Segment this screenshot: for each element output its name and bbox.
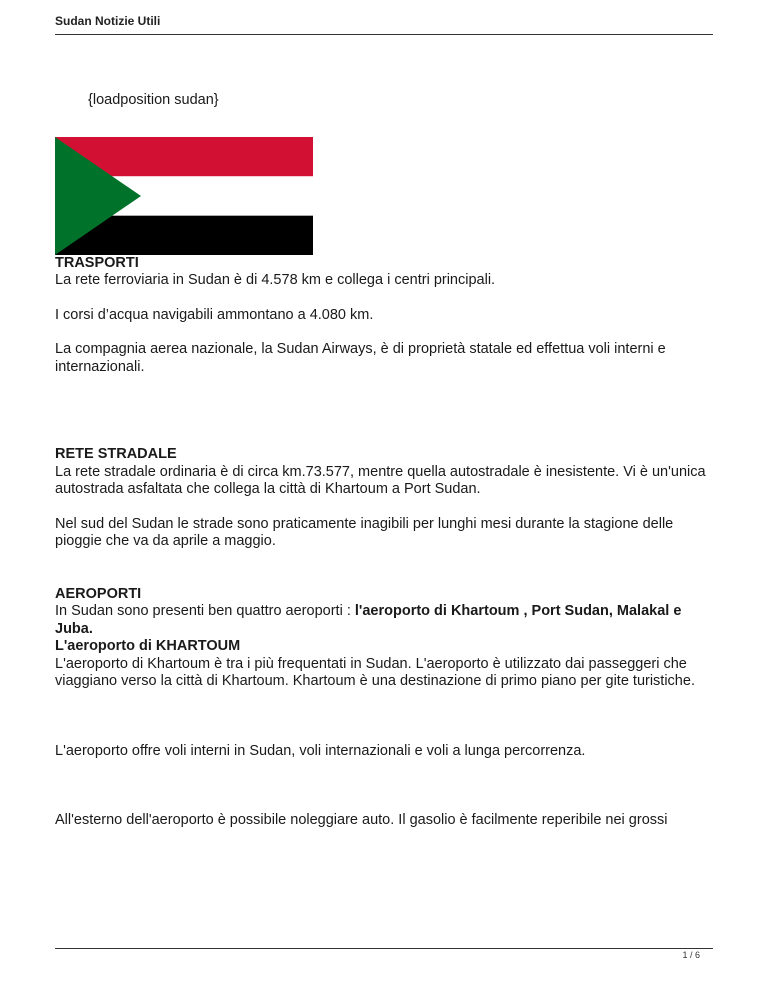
paragraph: L'aeroporto offre voli interni in Sudan, voli internazionali e voli a lunga percorrenza. [55,742,586,759]
section-title-rete-stradale: RETE STRADALE [55,446,177,462]
paragraph [55,603,715,638]
header-divider [55,34,713,35]
paragraph: L'aeroporto di Khartoum è tra i più frequentati in Sudan. L'aeroporto è utilizzato dai passeggeri che viaggiano verso la città di Khartoum. Khartoum è una destinazione di primo piano per gite turistiche. [55,655,695,689]
section-title-trasporti: TRASPORTI [55,254,139,271]
subsection-title-khartoum: L'aeroporto di KHARTOUM [55,638,241,654]
footer-divider [55,948,713,949]
loadposition-placeholder: {loadposition sudan} [88,92,219,108]
paragraph: Nel sud del Sudan le strade sono praticamente inagibili per lunghi mesi durante la stagione delle pioggie che va da aprile a maggio. [55,515,674,549]
document-body [55,80,715,830]
paragraph: I corsi d’acqua navigabili ammontano a 4.080 km. [55,306,374,323]
header-title: Sudan Notizie Utili [55,14,161,28]
aeroporti-intro: In Sudan sono presenti ben quattro aeroporti : [55,603,355,619]
paragraph: La compagnia aerea nazionale, la Sudan Airways, è di proprietà statale ed effettua voli interni e internazionali. [55,341,666,375]
sudan-flag-image [55,137,313,255]
page-number: 1 / 6 [682,950,700,960]
paragraph: La rete ferroviaria in Sudan è di 4.578 km e collega i centri principali. [55,272,496,288]
aeroporti-list: l'aeroporto di Khartoum , Port Sudan, Malakal e Juba. [55,603,682,637]
paragraph: All'esterno dell'aeroporto è possibile noleggiare auto. Il gasolio è facilmente reperibile nei grossi [55,812,668,828]
paragraph: La rete stradale ordinaria è di circa km.73.577, mentre quella autostradale è inesistente. Vi è un'unica autostrada asfaltata che collega la città di Khartoum a Port Sudan. [55,463,706,497]
section-title-aeroporti: AEROPORTI [55,585,142,602]
